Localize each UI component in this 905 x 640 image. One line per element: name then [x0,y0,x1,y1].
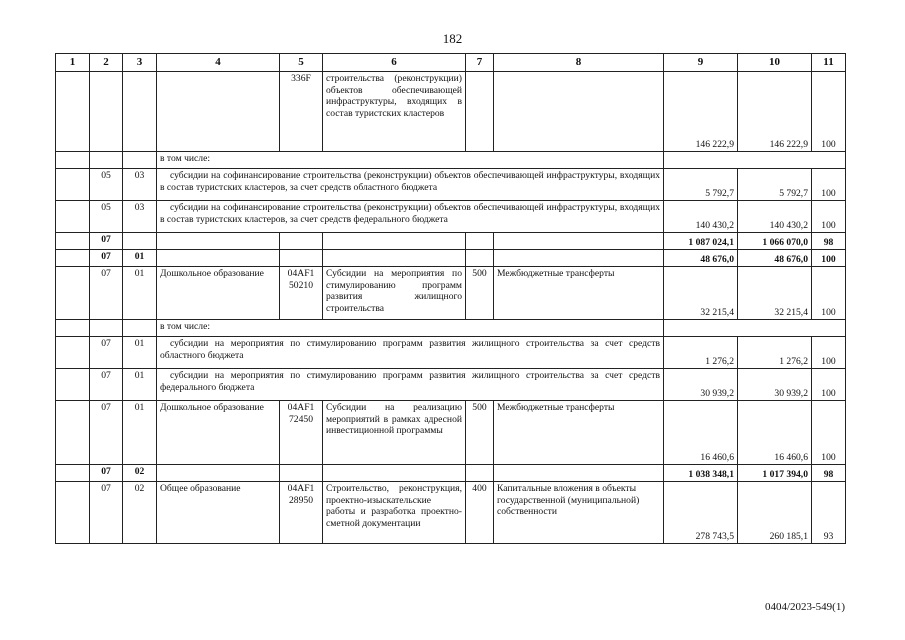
cell-empty [494,250,664,267]
cell-col1 [56,401,90,465]
cell-expense-name [494,72,664,152]
cell-name: Дошкольное образование [157,401,280,465]
cell-actual-amount: 32 215,4 [738,267,812,320]
cell-name: Общее образование [157,482,280,544]
cell-subsection: 01 [123,337,157,369]
header-cell-1: 1 [56,54,90,72]
cell-description: строительства (реконструкции) объектов обеспечивающей инфраструктуры, входящих в состав туристских кластеров [323,72,466,152]
cell-subsection [123,72,157,152]
cell-subsection: 01 [123,369,157,401]
cell-col1 [56,369,90,401]
cell-percent: 100 [812,250,846,267]
cell-actual-amount: 5 792,7 [738,169,812,201]
header-cell-9: 9 [664,54,738,72]
document-code: 0404/2023-549(1) [764,601,845,613]
cell-expense-type: 500 [466,267,494,320]
cell-section: 07 [90,233,123,250]
cell-merged-description: субсидии на софинансирование строительства (реконструкции) объектов обеспечивающей инфраструктуры, входящих в состав туристских кластеров, за счет средств областного бюджета [157,169,664,201]
cell-col1 [56,72,90,152]
cell-col1 [56,320,90,337]
cell-empty [494,233,664,250]
cell-section: 07 [90,465,123,482]
cell-empty [157,465,280,482]
header-row [56,54,846,72]
cell-empty [494,465,664,482]
page-number: 182 [442,31,463,46]
header-cell-5: 5 [280,54,323,72]
table-row [56,465,846,482]
table-row [56,250,846,267]
cell-note: в том числе: [157,152,664,169]
cell-plan-amount: 48 676,0 [664,250,738,267]
table-row [56,72,846,152]
cell-subsection: 01 [123,401,157,465]
cell-actual-amount: 260 185,1 [738,482,812,544]
cell-plan-amount: 146 222,9 [664,72,738,152]
cell-section: 05 [90,201,123,233]
cell-col1 [56,465,90,482]
cell-plan-amount: 1 087 024,1 [664,233,738,250]
table-body [56,54,846,544]
cell-description: Субсидии на мероприятия по стимулированию программ развития жилищного строительства [323,267,466,320]
cell-actual-amount: 1 017 394,0 [738,465,812,482]
cell-actual-amount: 146 222,9 [738,72,812,152]
header-cell-11: 11 [812,54,846,72]
cell-actual-amount: 16 460,6 [738,401,812,465]
cell-col1 [56,201,90,233]
cell-subsection: 01 [123,250,157,267]
cell-actual-amount: 48 676,0 [738,250,812,267]
cell-percent: 100 [812,401,846,465]
cell-col1 [56,250,90,267]
cell-merged-description: субсидии на мероприятия по стимулированию программ развития жилищного строительства за счет средств федерального бюджета [157,369,664,401]
cell-actual-amount: 140 430,2 [738,201,812,233]
budget-table [55,53,846,544]
cell-empty [466,465,494,482]
table-row [56,267,846,320]
cell-section: 07 [90,369,123,401]
cell-target-code: 04AF1 28950 [280,482,323,544]
table-row [56,320,846,337]
cell-section [90,320,123,337]
table-row [56,337,846,369]
header-cell-3: 3 [123,54,157,72]
cell-percent: 100 [812,337,846,369]
cell-plan-amount: 1 276,2 [664,337,738,369]
cell-target-code: 336F [280,72,323,152]
cell-subsection: 03 [123,201,157,233]
cell-target-code: 04AF1 72450 [280,401,323,465]
cell-percent: 100 [812,72,846,152]
header-cell-7: 7 [466,54,494,72]
cell-subsection [123,152,157,169]
cell-subsection [123,320,157,337]
table-row [56,201,846,233]
cell-col1 [56,267,90,320]
table-row [56,369,846,401]
cell-expense-type: 400 [466,482,494,544]
cell-percent: 98 [812,233,846,250]
cell-section: 07 [90,337,123,369]
cell-plan-amount: 278 743,5 [664,482,738,544]
cell-subsection: 02 [123,465,157,482]
cell-empty [280,233,323,250]
cell-section: 07 [90,401,123,465]
cell-merged-description: субсидии на мероприятия по стимулированию программ развития жилищного строительства за счет средств областного бюджета [157,337,664,369]
cell-col1 [56,169,90,201]
cell-percent: 100 [812,201,846,233]
cell-merged-description: субсидии на софинансирование строительства (реконструкции) объектов обеспечивающей инфраструктуры, входящих в состав туристских кластеров, за счет средств федерального бюджета [157,201,664,233]
cell-plan-amount: 16 460,6 [664,401,738,465]
cell-percent: 100 [812,169,846,201]
cell-col1 [56,152,90,169]
cell-expense-name: Межбюджетные трансферты [494,267,664,320]
cell-subsection: 01 [123,267,157,320]
header-cell-8: 8 [494,54,664,72]
cell-target-code: 04AF1 50210 [280,267,323,320]
cell-description: Строительство, реконструкция, проектно-изыскательские работы и разработка проектно-сметной документации [323,482,466,544]
cell-expense-type [466,72,494,152]
cell-note: в том числе: [157,320,664,337]
cell-empty [664,320,846,337]
cell-name [157,72,280,152]
cell-section: 05 [90,169,123,201]
cell-empty [280,465,323,482]
cell-expense-type: 500 [466,401,494,465]
cell-subsection [123,233,157,250]
cell-plan-amount: 5 792,7 [664,169,738,201]
cell-empty [280,250,323,267]
cell-plan-amount: 32 215,4 [664,267,738,320]
cell-plan-amount: 1 038 348,1 [664,465,738,482]
cell-empty [466,250,494,267]
cell-empty [664,152,846,169]
table-row [56,152,846,169]
cell-percent: 100 [812,369,846,401]
cell-percent: 100 [812,267,846,320]
cell-empty [323,465,466,482]
cell-percent: 93 [812,482,846,544]
cell-actual-amount: 1 276,2 [738,337,812,369]
table-row [56,169,846,201]
cell-plan-amount: 140 430,2 [664,201,738,233]
cell-section: 07 [90,482,123,544]
header-cell-6: 6 [323,54,466,72]
cell-description: Субсидии на реализацию мероприятий в рамках адресной инвестиционной программы [323,401,466,465]
cell-expense-name: Капитальные вложения в объекты государственной (муниципальной) собственности [494,482,664,544]
cell-section [90,72,123,152]
cell-section: 07 [90,250,123,267]
cell-percent: 98 [812,465,846,482]
cell-section: 07 [90,267,123,320]
cell-empty [466,233,494,250]
cell-col1 [56,337,90,369]
cell-section [90,152,123,169]
cell-name: Дошкольное образование [157,267,280,320]
table-row [56,401,846,465]
cell-empty [157,233,280,250]
table-row [56,482,846,544]
cell-expense-name: Межбюджетные трансферты [494,401,664,465]
cell-plan-amount: 30 939,2 [664,369,738,401]
cell-empty [323,233,466,250]
header-cell-2: 2 [90,54,123,72]
header-cell-10: 10 [738,54,812,72]
cell-subsection: 02 [123,482,157,544]
cell-col1 [56,482,90,544]
cell-subsection: 03 [123,169,157,201]
cell-actual-amount: 30 939,2 [738,369,812,401]
cell-col1 [56,233,90,250]
table-row [56,233,846,250]
cell-actual-amount: 1 066 070,0 [738,233,812,250]
header-cell-4: 4 [157,54,280,72]
cell-empty [157,250,280,267]
cell-empty [323,250,466,267]
